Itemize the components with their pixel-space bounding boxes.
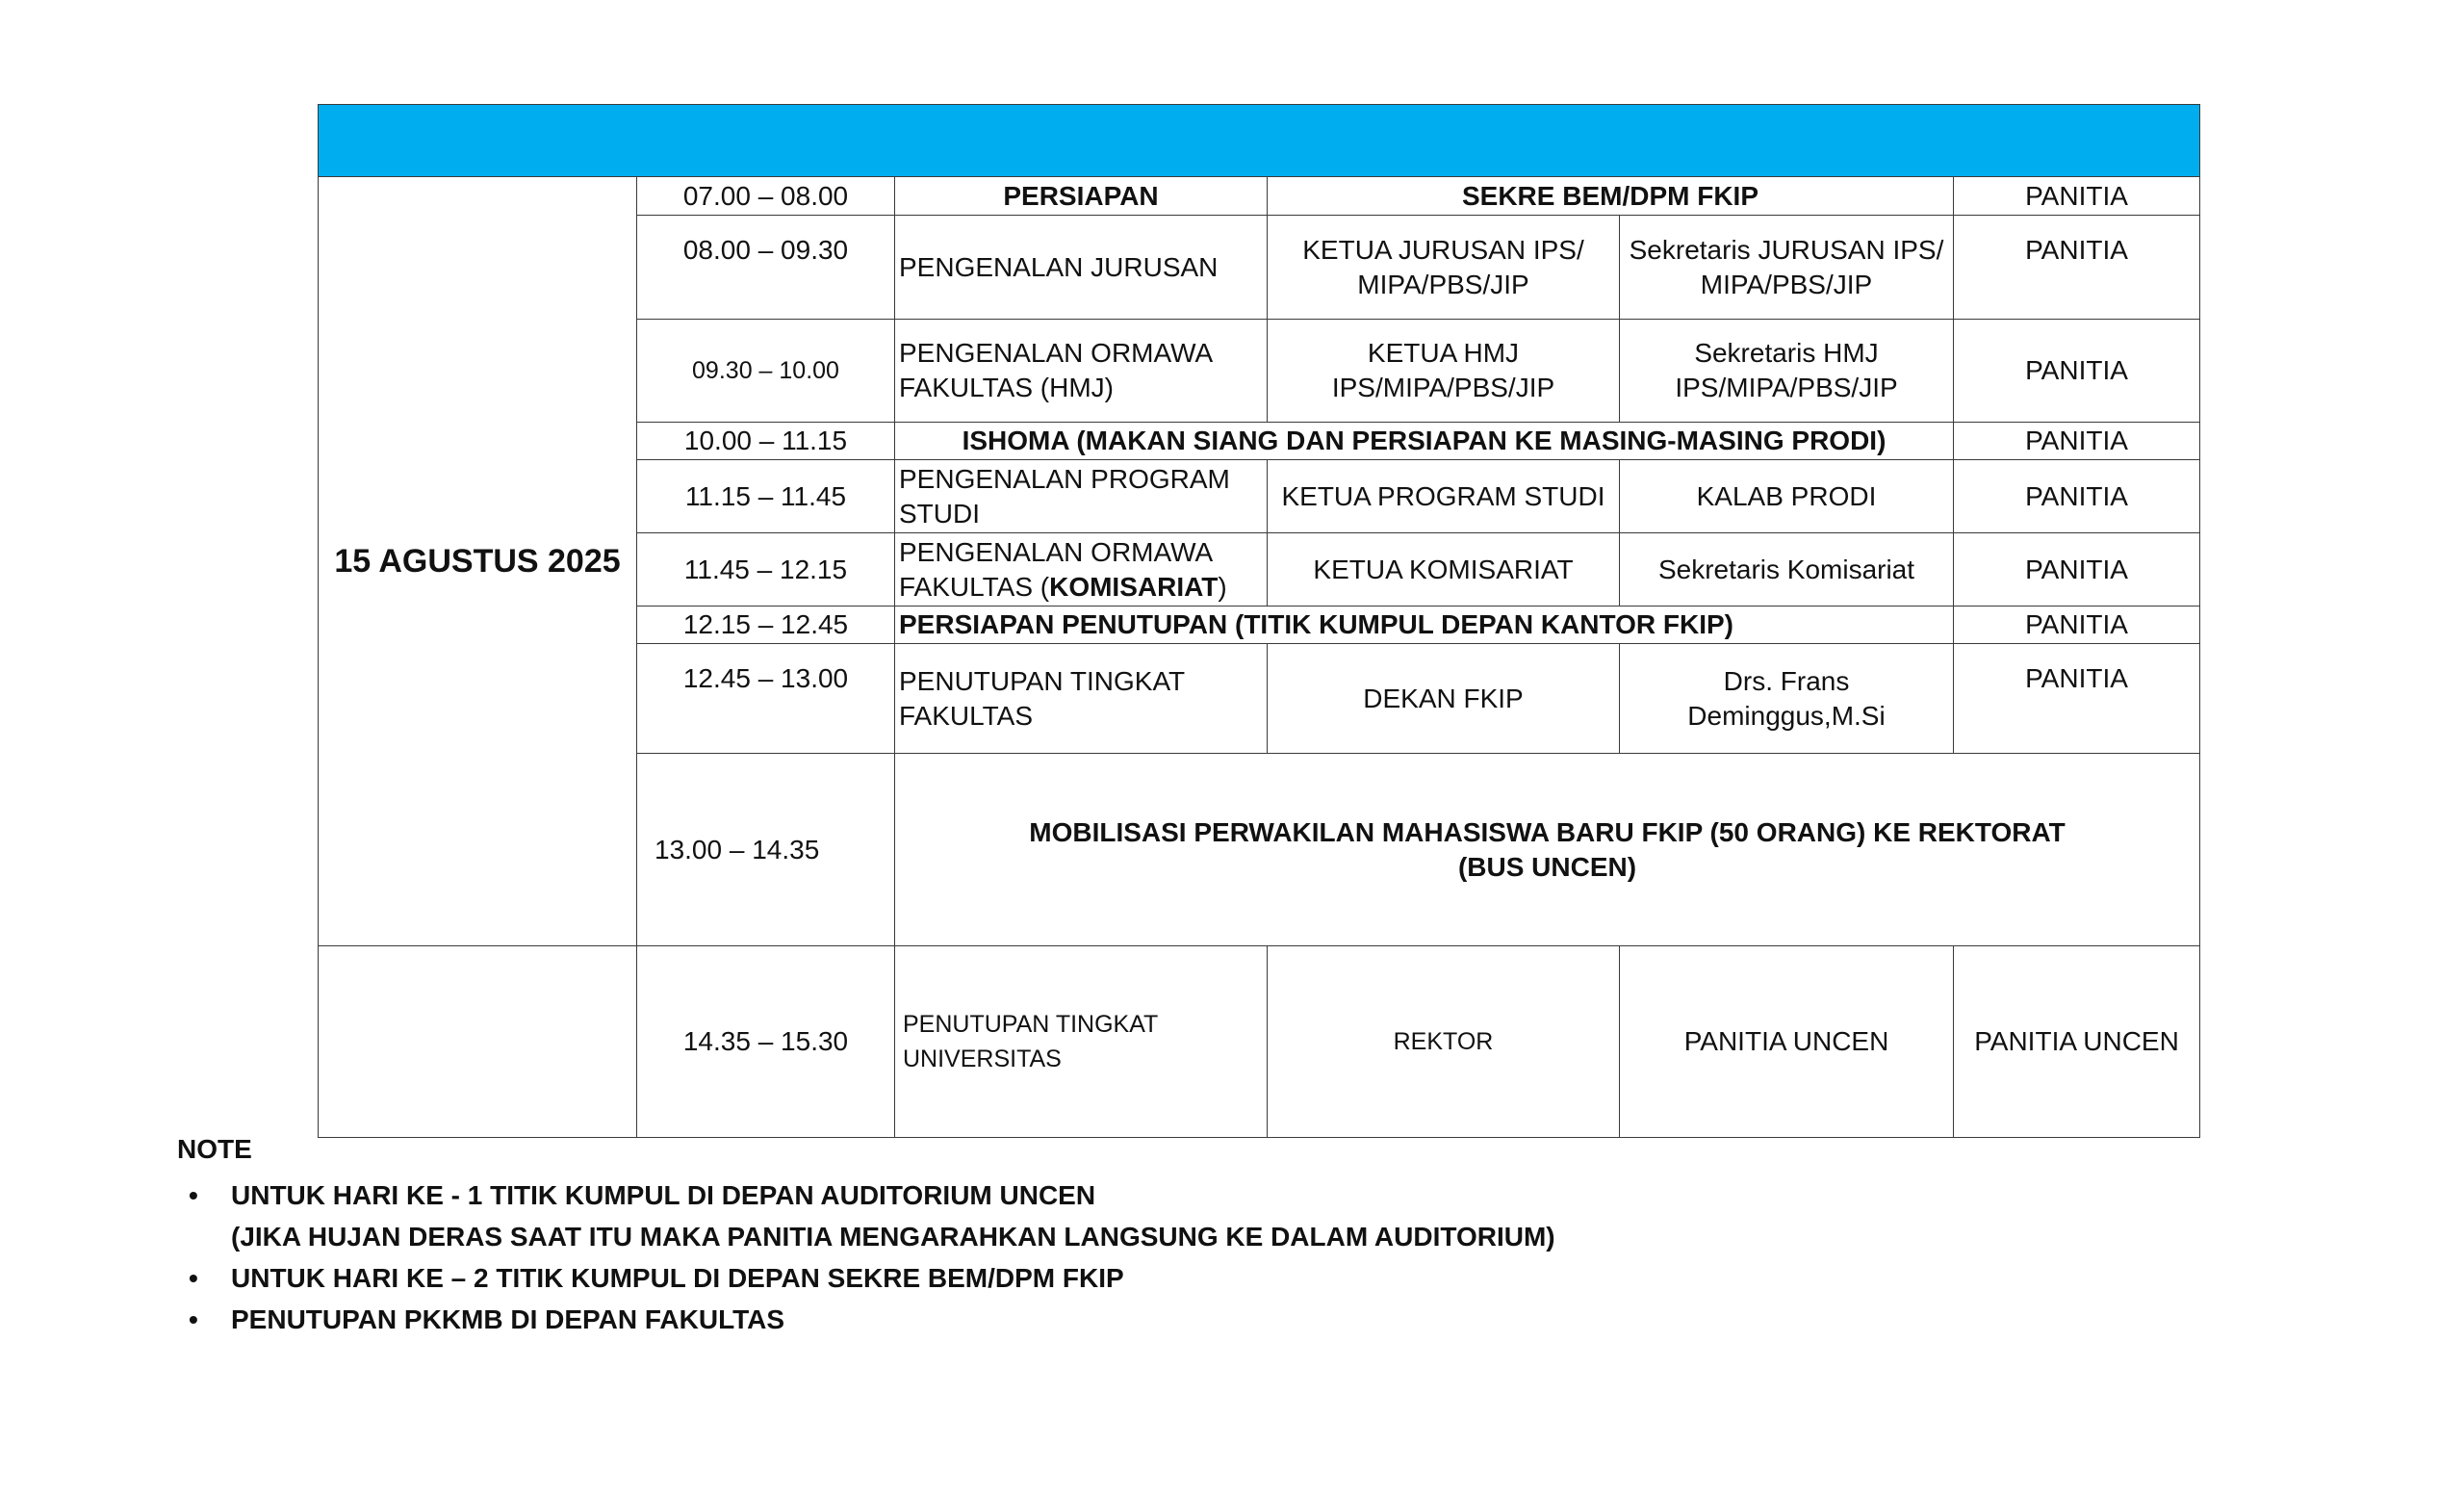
note-section: [177, 1134, 1555, 1340]
note-item: [177, 1299, 1555, 1340]
header-band-cell: [319, 105, 2200, 177]
pic-cell: PANITIA: [1954, 644, 2200, 754]
activity-cell: PENGENALAN ORMAWA FAKULTAS (HMJ): [895, 320, 1268, 423]
pic-cell: PANITIA: [1954, 460, 2200, 533]
date-cell: 15 AGUSTUS 2025: [319, 177, 637, 946]
time-cell: 11.45 – 12.15: [637, 533, 895, 607]
time-cell: 12.15 – 12.45: [637, 607, 895, 644]
note-item: [177, 1257, 1555, 1299]
time-cell: 08.00 – 09.30: [637, 216, 895, 320]
table-row: [319, 946, 2200, 1138]
activity-cell: [895, 533, 1268, 607]
activity-line-1: MOBILISASI PERWAKILAN MAHASISWA BARU FKIP (50 ORANG) KE REKTORAT: [1029, 816, 2066, 847]
note-list: [177, 1174, 1555, 1340]
time-cell: 13.00 – 14.35: [637, 754, 895, 946]
responsible-cell: KETUA PROGRAM STUDI: [1268, 460, 1620, 533]
note-item-text: UNTUK HARI KE - 1 TITIK KUMPUL DI DEPAN AUDITORIUM UNCEN: [231, 1180, 1096, 1210]
activity-cell: PERSIAPAN: [895, 177, 1268, 216]
secretary-cell: Sekretaris HMJ IPS/MIPA/PBS/JIP: [1620, 320, 1954, 423]
pic-cell: PANITIA: [1954, 423, 2200, 460]
table-header-band: [319, 105, 2200, 177]
activity-bold-text: KOMISARIAT: [1049, 571, 1219, 602]
pic-cell: PANITIA: [1954, 533, 2200, 607]
responsible-cell: DEKAN FKIP: [1268, 644, 1620, 754]
secretary-cell: Sekretaris Komisariat: [1620, 533, 1954, 607]
secretary-cell: PANITIA UNCEN: [1620, 946, 1954, 1138]
bullet-icon: •: [189, 1180, 198, 1210]
table-row: [319, 177, 2200, 216]
activity-cell: PENUTUPAN TINGKAT UNIVERSITAS: [895, 946, 1268, 1138]
note-item-text: UNTUK HARI KE – 2 TITIK KUMPUL DI DEPAN SEKRE BEM/DPM FKIP: [231, 1263, 1124, 1293]
pic-cell: PANITIA: [1954, 177, 2200, 216]
note-item-subtext: (JIKA HUJAN DERAS SAAT ITU MAKA PANITIA MENGARAHKAN LANGSUNG KE DALAM AUDITORIUM): [231, 1222, 1555, 1252]
time-cell: 12.45 – 13.00: [637, 644, 895, 754]
activity-cell: PENUTUPAN TINGKAT FAKULTAS: [895, 644, 1268, 754]
responsible-cell: KETUA KOMISARIAT: [1268, 533, 1620, 607]
responsible-cell: SEKRE BEM/DPM FKIP: [1268, 177, 1954, 216]
note-item-text: PENUTUPAN PKKMB DI DEPAN FAKULTAS: [231, 1304, 785, 1334]
bullet-icon: •: [189, 1263, 198, 1293]
secretary-cell: Sekretaris JURUSAN IPS/ MIPA/PBS/JIP: [1620, 216, 1954, 320]
pic-cell: PANITIA: [1954, 216, 2200, 320]
time-cell: 11.15 – 11.45: [637, 460, 895, 533]
secretary-cell: KALAB PRODI: [1620, 460, 1954, 533]
time-cell: 07.00 – 08.00: [637, 177, 895, 216]
activity-cell: [895, 754, 2200, 946]
time-cell: 09.30 – 10.00: [637, 320, 895, 423]
activity-text-end: ): [1218, 571, 1227, 602]
responsible-cell: REKTOR: [1268, 946, 1620, 1138]
note-item: [177, 1174, 1555, 1257]
time-cell: 14.35 – 15.30: [637, 946, 895, 1138]
time-cell: 10.00 – 11.15: [637, 423, 895, 460]
activity-text: PENGENALAN ORMAWA FAKULTAS (: [899, 536, 1212, 602]
schedule-table: [318, 104, 2200, 1138]
secretary-cell: Drs. Frans Deminggus,M.Si: [1620, 644, 1954, 754]
pic-cell: PANITIA: [1954, 607, 2200, 644]
pic-cell: PANITIA UNCEN: [1954, 946, 2200, 1138]
pic-cell: PANITIA: [1954, 320, 2200, 423]
activity-cell: ISHOMA (MAKAN SIANG DAN PERSIAPAN KE MASING-MASING PRODI): [895, 423, 1954, 460]
activity-line-2: (BUS UNCEN): [1457, 851, 1637, 882]
note-title: NOTE: [177, 1134, 252, 1164]
activity-cell: PENGENALAN PROGRAM STUDI: [895, 460, 1268, 533]
bullet-icon: •: [189, 1304, 198, 1334]
empty-date-cell: [319, 946, 637, 1138]
activity-cell: PERSIAPAN PENUTUPAN (TITIK KUMPUL DEPAN KANTOR FKIP): [895, 607, 1954, 644]
responsible-cell: KETUA HMJ IPS/MIPA/PBS/JIP: [1268, 320, 1620, 423]
activity-cell: PENGENALAN JURUSAN: [895, 216, 1268, 320]
responsible-cell: KETUA JURUSAN IPS/ MIPA/PBS/JIP: [1268, 216, 1620, 320]
